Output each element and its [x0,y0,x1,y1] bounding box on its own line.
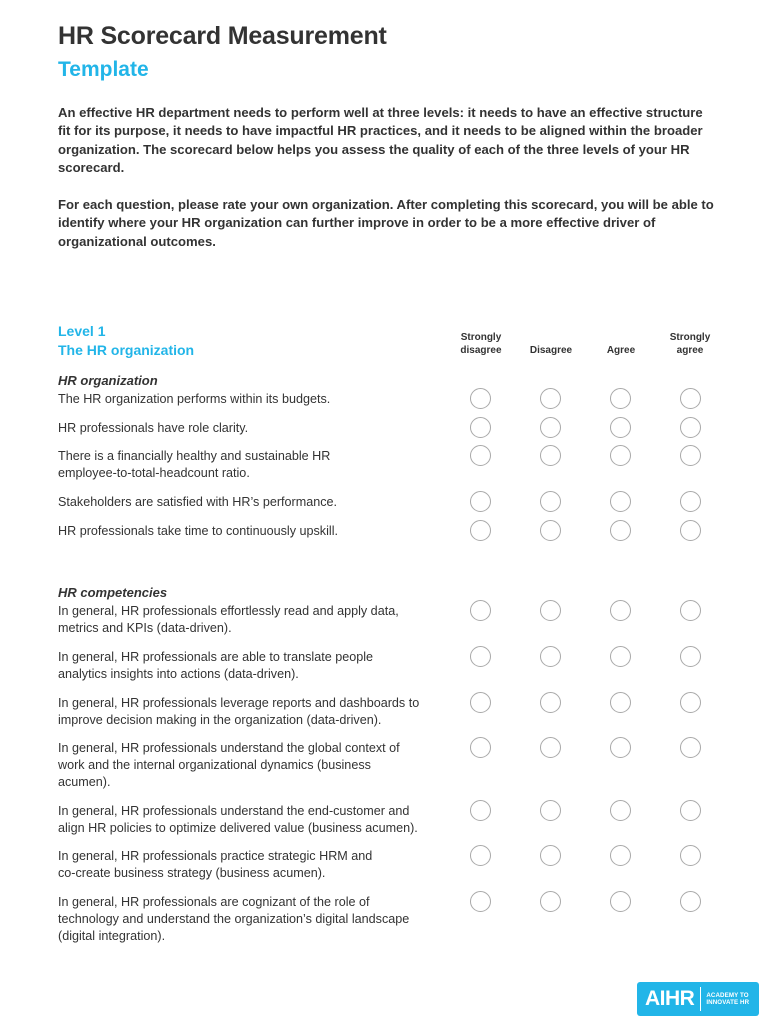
question-line: In general, HR professionals understand the global context of [58,741,400,755]
logo-mark: AIHR [645,987,695,1010]
radio-strongly-agree[interactable] [680,445,701,466]
question-line: co-create business strategy (business acumen). [58,865,326,880]
question-text [58,740,423,790]
radio-disagree[interactable] [540,737,561,758]
radio-strongly-disagree[interactable] [470,417,491,438]
radio-disagree[interactable] [540,800,561,821]
radio-strongly-disagree[interactable] [470,520,491,541]
radio-disagree[interactable] [540,891,561,912]
radio-strongly-agree[interactable] [680,600,701,621]
radio-strongly-agree[interactable] [680,388,701,409]
radio-agree[interactable] [610,600,631,621]
question-text [58,391,423,408]
radio-disagree[interactable] [540,520,561,541]
question-text [58,420,423,437]
question-text [58,894,423,944]
intro-paragraph-1: An effective HR department needs to perform well at three levels: it needs to have an effective structure fit for its purpose, it needs to have impactful HR practices, and it needs to be aligned within the broader organization. The scorecard below helps you assess the quality of each of the three levels of your HR scorecard. [58,105,703,175]
question-line: HR professionals have role clarity. [58,421,249,435]
logo-tagline-line: ACADEMY TO [706,991,749,999]
column-header-agree: Agree [606,345,636,356]
column-header-disagree: Disagree [529,345,573,356]
radio-strongly-agree[interactable] [680,417,701,438]
level-number: Level 1 [58,323,106,339]
page-title: HR Scorecard Measurement [58,22,387,50]
radio-disagree[interactable] [540,491,561,512]
radio-agree[interactable] [610,491,631,512]
radio-disagree[interactable] [540,692,561,713]
radio-agree[interactable] [610,417,631,438]
level-name: The HR organization [58,342,195,358]
radio-strongly-disagree[interactable] [470,600,491,621]
radio-agree[interactable] [610,520,631,541]
radio-agree[interactable] [610,445,631,466]
column-header-line: Strongly [460,332,502,343]
question-line: In general, HR professionals understand the end-customer and [58,804,410,818]
column-header-strongly-disagree [441,331,521,357]
radio-strongly-disagree[interactable] [470,692,491,713]
question-line: HR professionals take time to continuously upskill. [58,524,338,538]
radio-agree[interactable] [610,646,631,667]
radio-strongly-agree[interactable] [680,845,701,866]
radio-strongly-disagree[interactable] [470,737,491,758]
question-line: align HR policies to optimize delivered value (business acumen). [58,820,418,835]
radio-strongly-agree[interactable] [680,737,701,758]
logo-tagline [706,992,749,1007]
radio-agree[interactable] [610,692,631,713]
question-line: (digital integration). [58,928,166,943]
question-line: In general, HR professionals leverage reports and dashboards to [58,696,420,710]
radio-strongly-disagree[interactable] [470,800,491,821]
question-text [58,803,423,837]
radio-strongly-agree[interactable] [680,800,701,821]
radio-strongly-disagree[interactable] [470,491,491,512]
section-title: HR organization [58,373,158,388]
question-line: employee-to-total-headcount ratio. [58,465,250,480]
question-line: metrics and KPIs (data-driven). [58,620,232,635]
radio-strongly-disagree[interactable] [470,646,491,667]
question-line: improve decision making in the organization (data-driven). [58,712,382,727]
question-line: acumen). [58,774,111,789]
radio-agree[interactable] [610,388,631,409]
question-line: In general, HR professionals are able to translate people [58,650,374,664]
intro-paragraph-2: For each question, please rate your own organization. After completing this scorecard, you will be able to identify where your HR organization can further improve in order to be a more effective driver of organizational outcomes. [58,197,714,249]
logo-tagline-line: INNOVATE HR [706,999,750,1006]
question-line: work and the internal organizational dynamics (business [58,757,371,772]
radio-strongly-agree[interactable] [680,692,701,713]
radio-disagree[interactable] [540,600,561,621]
question-line: analytics insights into actions (data-driven). [58,666,299,681]
radio-disagree[interactable] [540,388,561,409]
question-text [58,494,423,511]
question-line: In general, HR professionals practice strategic HRM and [58,849,373,863]
radio-strongly-disagree[interactable] [470,891,491,912]
question-text [58,848,423,882]
question-line: In general, HR professionals are cognizant of the role of [58,895,370,909]
radio-disagree[interactable] [540,417,561,438]
radio-strongly-disagree[interactable] [470,845,491,866]
question-text [58,649,423,683]
question-line: In general, HR professionals effortlessly read and apply data, [58,604,399,618]
column-header-line: agree [676,345,704,356]
radio-strongly-agree[interactable] [680,520,701,541]
radio-strongly-disagree[interactable] [470,388,491,409]
radio-strongly-agree[interactable] [680,491,701,512]
section-title: HR competencies [58,585,168,600]
radio-agree[interactable] [610,800,631,821]
column-header-line: disagree [460,345,502,356]
question-text [58,603,423,637]
radio-disagree[interactable] [540,445,561,466]
column-header-strongly-agree [650,331,730,357]
question-line: The HR organization performs within its budgets. [58,392,331,406]
question-line: technology and understand the organization’s digital landscape [58,911,410,926]
radio-strongly-agree[interactable] [680,891,701,912]
radio-agree[interactable] [610,737,631,758]
radio-disagree[interactable] [540,845,561,866]
question-line: There is a financially healthy and sustainable HR [58,449,331,463]
radio-agree[interactable] [610,891,631,912]
question-text [58,695,423,729]
radio-disagree[interactable] [540,646,561,667]
logo-divider [700,987,701,1011]
page-subtitle: Template [58,58,149,81]
question-line: Stakeholders are satisfied with HR’s performance. [58,495,338,509]
question-text [58,448,423,482]
radio-agree[interactable] [610,845,631,866]
column-header-line: Strongly [669,332,711,343]
aihr-logo [637,982,759,1016]
radio-strongly-disagree[interactable] [470,445,491,466]
question-text [58,523,423,540]
radio-strongly-agree[interactable] [680,646,701,667]
